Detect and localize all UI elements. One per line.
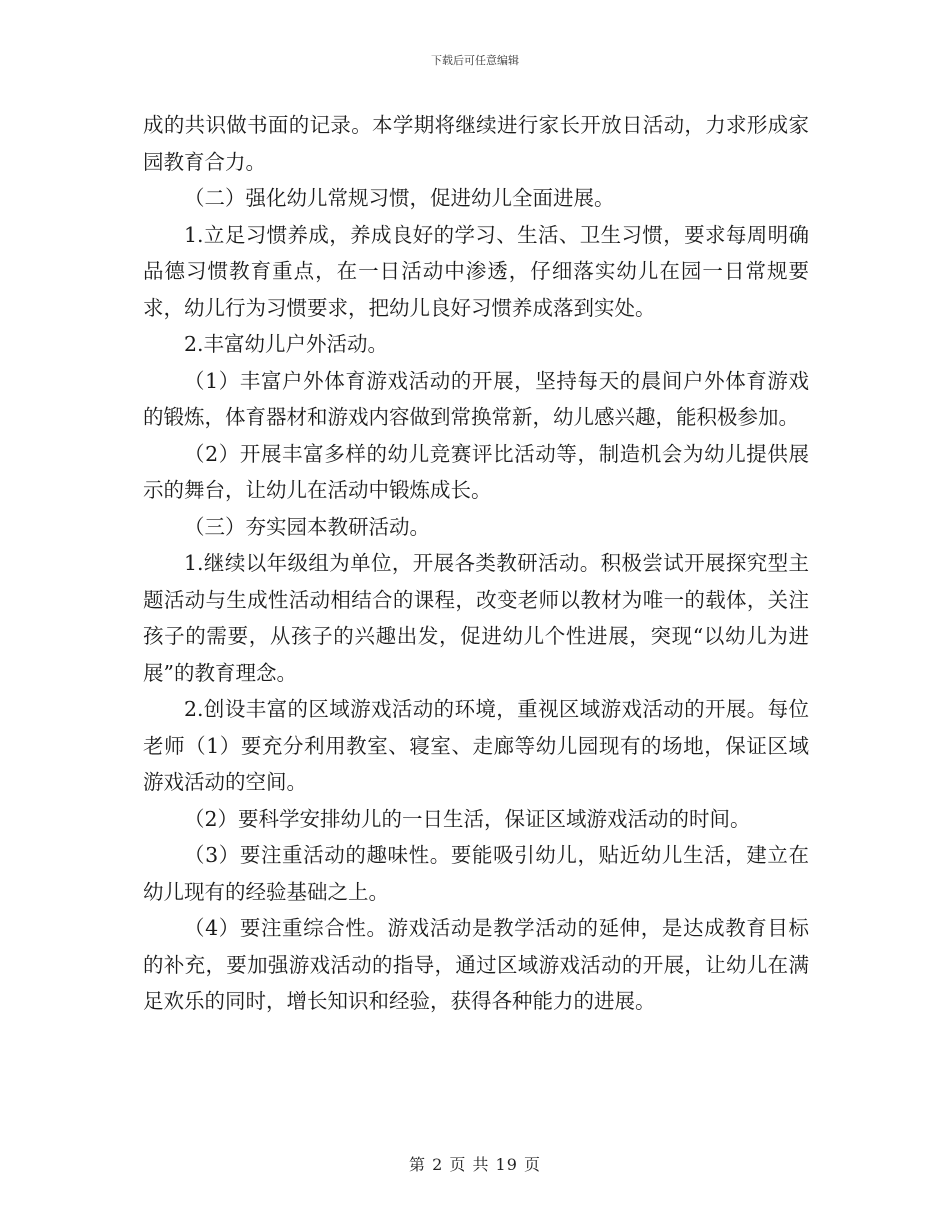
paragraph-continuation: 成的共识做书面的记录。本学期将继续进行家长开放日活动，力求形成家园教育合力。 <box>143 113 809 174</box>
paragraph: 2.创设丰富的区域游戏活动的环境，重视区域游戏活动的开展。每位老师（1）要充分利用教室、寝室、走廊等幼儿园现有的场地，保证区域游戏活动的空间。 <box>143 697 809 794</box>
paragraph: （3）要注重活动的趣味性。要能吸引幼儿，贴近幼儿生活，建立在幼儿现有的经验基础之上。 <box>143 843 809 904</box>
page-header-note: 下载后可任意编辑 <box>431 54 519 67</box>
paragraph: （2）要科学安排幼儿的一日生活，保证区域游戏活动的时间。 <box>184 806 751 831</box>
subheading: 2.丰富幼儿户外活动。 <box>184 332 389 356</box>
paragraph: 1.立足习惯养成，养成良好的学习、生活、卫生习惯，要求每周明确品德习惯教育重点，在一日活动中渗透，仔细落实幼儿在园一日常规要求，幼儿行为习惯要求，把幼儿良好习惯养成落到实处。 <box>143 222 809 320</box>
section-heading-3: （三）夯实园本教研活动。 <box>184 514 430 539</box>
paragraph: 1.继续以年级组为单位，开展各类教研活动。积极尝试开展探究型主题活动与生成性活动相结合的课程，改变老师以教材为唯一的载体，关注孩子的需要，从孩子的兴趣出发，促进幼儿个性进展，突现“以幼儿为进展”的教育理念。 <box>143 551 809 685</box>
section-heading-2: （二）强化幼儿常规习惯，促进幼儿全面进展。 <box>184 186 615 210</box>
paragraph: （4）要注重综合性。游戏活动是教学活动的延伸，是达成教育目标的补充，要加强游戏活动的指导，通过区域游戏活动的开展，让幼儿在满足欢乐的同时，增长知识和经验，获得各种能力的进展。 <box>143 916 809 1013</box>
document-body <box>143 107 809 1020</box>
paragraph: （2）开展丰富多样的幼儿竞赛评比活动等，制造机会为幼儿提供展示的舞台，让幼儿在活动中锻炼成长。 <box>143 441 809 502</box>
paragraph: （1）丰富户外体育游戏活动的开展，坚持每天的晨间户外体育游戏的锻炼，体育器材和游戏内容做到常换常新，幼儿感兴趣，能积极参加。 <box>143 368 809 429</box>
page-number-footer: 第 2 页 共 19 页 <box>409 1155 541 1174</box>
